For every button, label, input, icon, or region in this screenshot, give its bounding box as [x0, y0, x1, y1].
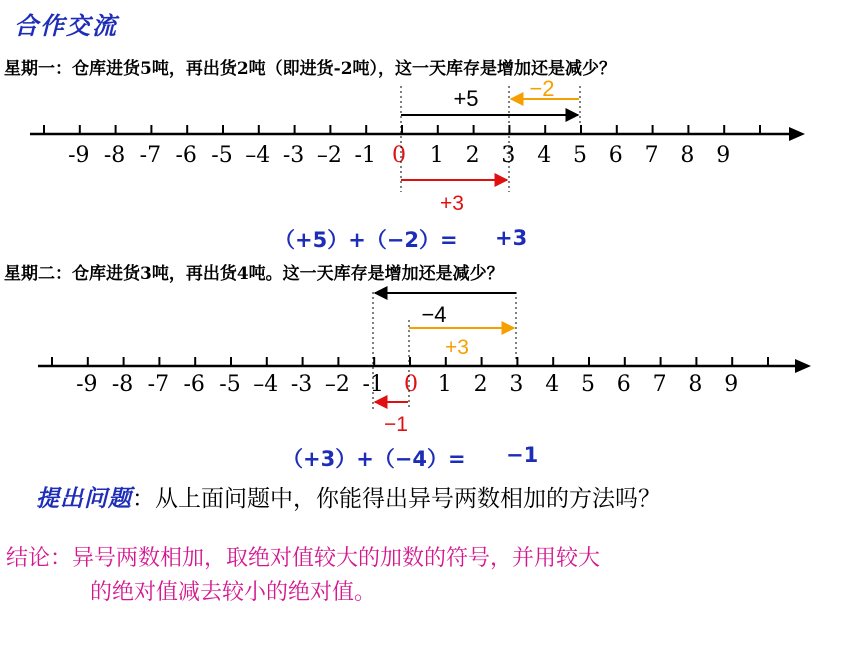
conclusion-line-1: 结论：异号两数相加，取绝对值较大的加数的符号，并用较大 — [6, 546, 601, 571]
equation-2-result: −1 — [506, 443, 539, 467]
axis-tick-label: -8 — [103, 143, 126, 168]
axis-tick-label: –2 — [324, 372, 350, 397]
axis-tick-label: 3 — [501, 143, 516, 168]
axis-tick-label: -6 — [183, 372, 205, 397]
axis-tick-label: 7 — [644, 143, 659, 168]
arrow-plus3-label: +3 — [445, 336, 469, 359]
section-title: 合作交流 — [14, 12, 118, 40]
axis-tick-label: -3 — [290, 372, 313, 397]
axis-tick-label: -9 — [68, 143, 90, 168]
arrow-plus3-sum-label: +3 — [440, 192, 464, 215]
arrow-minus2-label: −2 — [529, 76, 555, 101]
axis-tick-label: -7 — [139, 143, 162, 168]
question-monday: 星期一：仓库进货5吨，再出货2吨（即进货-2吨），这一天库存是增加还是减少？ — [4, 59, 617, 79]
problem-label: 提出问题 — [36, 486, 132, 512]
number-line-2 — [38, 357, 811, 397]
arrow-minus1-sum-label: −1 — [384, 413, 408, 436]
problem-text: ：从上面问题中，你能得出异号两数相加的方法吗？ — [132, 486, 661, 512]
axis-tick-label: -1 — [362, 372, 384, 397]
axis-tick-label: -9 — [76, 372, 98, 397]
axis-arrowhead-1 — [789, 127, 805, 141]
axis-tick-label: 9 — [724, 372, 739, 397]
axis-tick-label: -5 — [219, 372, 241, 397]
axis-tick-label: 7 — [652, 372, 667, 397]
number-line-1 — [30, 125, 805, 168]
axis-tick-label: 1 — [429, 143, 444, 168]
axis-ticks-1 — [44, 125, 760, 134]
axis-tick-label: -7 — [147, 372, 170, 397]
equation-1: （+5）+（−2）= — [274, 228, 458, 252]
axis-tick-label: 3 — [509, 372, 524, 397]
axis-tick-label: 2 — [465, 143, 480, 168]
arrow-plus5-label: +5 — [453, 86, 479, 111]
conclusion-line-2: 的绝对值减去较小的绝对值。 — [90, 580, 377, 605]
axis-tick-label: -3 — [282, 143, 305, 168]
equation-2: （+3）+（−4）= — [282, 447, 466, 471]
axis-tick-label: 2 — [473, 372, 488, 397]
axis-tick-label: 8 — [680, 143, 695, 168]
zero-label-2: 0 — [404, 372, 418, 397]
axis-tick-label: 8 — [688, 372, 703, 397]
problem-statement — [36, 480, 661, 513]
axis-tick-label: 4 — [545, 372, 560, 397]
axis-tick-label: 4 — [537, 143, 552, 168]
axis-tick-label: -8 — [111, 372, 134, 397]
axis-tick-label: 1 — [437, 372, 452, 397]
axis-tick-label: -6 — [175, 143, 197, 168]
axis-ticks-2 — [52, 357, 768, 366]
question-tuesday: 星期二：仓库进货3吨，再出货4吨。这一天库存是增加还是减少？ — [4, 264, 504, 284]
zero-label-1: 0 — [392, 143, 406, 168]
axis-tick-label: 6 — [616, 372, 631, 397]
axis-tick-label: –2 — [316, 143, 342, 168]
axis-tick-label: 6 — [608, 143, 623, 168]
equation-1-result: +3 — [495, 226, 528, 250]
axis-tick-label: 5 — [581, 372, 595, 397]
axis-tick-label: 9 — [716, 143, 731, 168]
axis-arrowhead-2 — [795, 359, 811, 373]
axis-tick-label: 5 — [573, 143, 587, 168]
arrow-minus4-label: −4 — [421, 302, 447, 327]
axis-tick-label: –4 — [253, 372, 279, 397]
axis-tick-label: –4 — [245, 143, 271, 168]
axis-tick-label: -1 — [354, 143, 376, 168]
axis-tick-label: -5 — [211, 143, 233, 168]
conclusion — [6, 542, 600, 610]
